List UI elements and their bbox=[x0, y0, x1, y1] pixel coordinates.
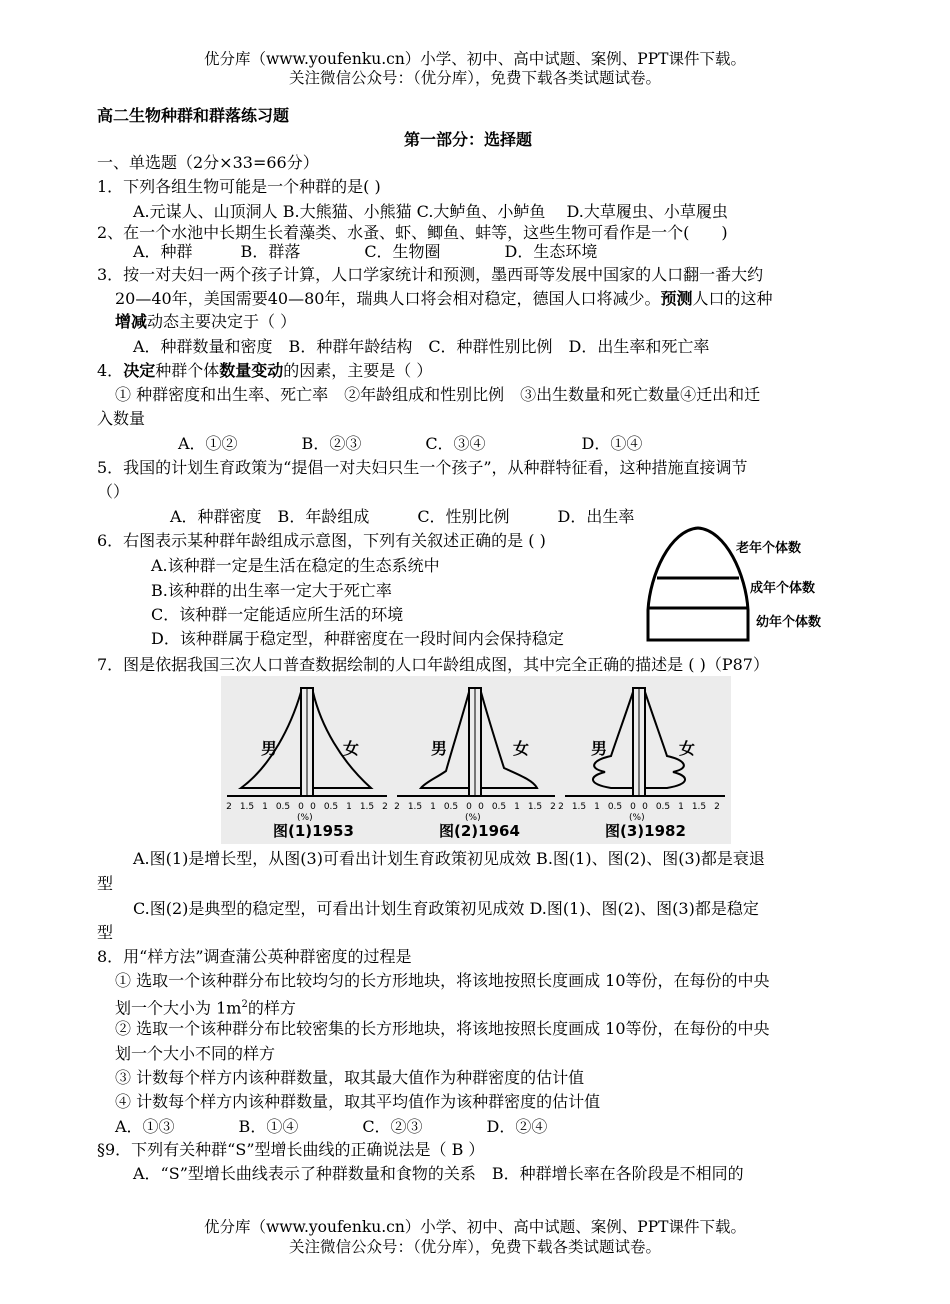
pyramid-1953-caption: 图(1)1953 bbox=[273, 822, 354, 840]
q8-stem: 8．用“样方法”调查蒲公英种群密度的过程是 bbox=[97, 947, 412, 966]
label-adult: 成年个体数 bbox=[750, 581, 816, 596]
q3-line-1: 3．按一对夫妇一两个孩子计算，人口学家统计和预测，墨西哥等发展中国家的人口翻一番大约 bbox=[97, 265, 764, 284]
axis-tick-2-8: 1.5 bbox=[691, 802, 707, 812]
q7-option-cd-cont: 型 bbox=[97, 923, 114, 942]
pyramid-1964-female-label: 女 bbox=[513, 739, 530, 758]
q3-line-2 bbox=[115, 288, 772, 310]
axis-tick-0-8: 1.5 bbox=[359, 802, 375, 812]
q5-options: A．种群密度 B．年龄组成 C．性别比例 D．出生率 bbox=[170, 507, 635, 526]
axis-tick-2-5: 0 bbox=[642, 802, 648, 812]
q5-stem: 5．我国的计划生育政策为“提倡一对夫妇只生一个孩子”，从种群特征看，这种措施直接调节 bbox=[97, 458, 748, 477]
q8-options: A．①③ B．①④ C．②③ D．②④ bbox=[115, 1117, 548, 1136]
q4-options: A．①② B．②③ C．③④ D．①④ bbox=[178, 434, 643, 453]
axis-tick-1-5: 0 bbox=[478, 802, 484, 812]
q3-line-3-b: 动态主要决定于（ ） bbox=[147, 312, 297, 331]
axis-tick-1-0: 2 bbox=[394, 802, 400, 812]
q8-item-1-cont-a: 划一个大小为 1m bbox=[115, 998, 242, 1018]
q3-line-3-a: 增减 bbox=[115, 312, 148, 331]
section-heading: 一、单选题（2分×33=66分） bbox=[97, 153, 319, 172]
pyramid-1964-unit: (%) bbox=[465, 813, 481, 823]
age-structure-figure bbox=[640, 520, 840, 645]
q6-stem: 6．右图表示某种群年龄组成示意图，下列有关叙述正确的是 ( ) bbox=[97, 531, 546, 550]
q5-stem-2: （） bbox=[97, 482, 130, 501]
axis-tick-1-4: 0 bbox=[466, 802, 472, 812]
doc-title: 高二生物种群和群落练习题 bbox=[97, 106, 290, 125]
q8-item-3: ③ 计数每个样方内该种群数量，取其最大值作为种群密度的估计值 bbox=[115, 1068, 585, 1087]
pyramid-1982-unit: (%) bbox=[629, 813, 645, 823]
axis-tick-1-7: 1 bbox=[514, 802, 520, 812]
axis-tick-2-2: 1 bbox=[594, 802, 600, 812]
axis-tick-0-1: 1.5 bbox=[239, 802, 255, 812]
q4-stem-d: 数量变动 bbox=[219, 361, 284, 380]
q1-options: A.元谋人、山顶洞人 B.大熊猫、小熊猫 C.大鲈鱼、小鲈鱼 D.大草履虫、小草履虫 bbox=[133, 202, 728, 221]
pyramid-1953-female-label: 女 bbox=[343, 739, 360, 758]
footer-line-2: 关注微信公众号：（优分库），免费下载各类试题试卷。 bbox=[288, 1238, 661, 1256]
axis-tick-2-7: 1 bbox=[678, 802, 684, 812]
axis-tick-2-4: 0 bbox=[630, 802, 636, 812]
axis-tick-2-3: 0.5 bbox=[607, 802, 623, 812]
q1-stem: 1．下列各组生物可能是一个种群的是( ) bbox=[97, 177, 381, 196]
q7-option-cd: C.图(2)是典型的稳定型，可看出计划生育政策初见成效 D.图(1)、图(2)、图(3)都是稳定 bbox=[133, 899, 759, 918]
q8-item-1-cont-c: 的样方 bbox=[247, 998, 296, 1018]
label-young: 幼年个体数 bbox=[756, 615, 822, 630]
q6-option-d: D．该种群属于稳定型，种群密度在一段时间内会保持稳定 bbox=[151, 629, 564, 648]
pyramid-1953-unit: (%) bbox=[297, 813, 313, 823]
q8-item-1: ① 选取一个该种群分布比较均匀的长方形地块，将该地按照长度画成 10等份，在每份的中央 bbox=[115, 971, 770, 990]
axis-tick-2-6: 0.5 bbox=[655, 802, 671, 812]
axis-tick-1-8: 1.5 bbox=[527, 802, 543, 812]
q6-option-b: B.该种群的出生率一定大于死亡率 bbox=[151, 581, 392, 600]
q2-options: A．种群 B．群落 C．生物圈 D．生态环境 bbox=[133, 242, 598, 261]
q4-stem-c: 种群个体 bbox=[155, 361, 220, 380]
q8-item-2-cont: 划一个大小不同的样方 bbox=[115, 1044, 276, 1063]
label-old: 老年个体数 bbox=[736, 541, 802, 556]
q7-stem: 7．图是依据我国三次人口普查数据绘制的人口年龄组成图，其中完全正确的描述是 ( )（P87） bbox=[97, 655, 769, 674]
q4-stem-e: 的因素，主要是（ ） bbox=[283, 361, 433, 380]
q8-item-2: ② 选取一个该种群分布比较密集的长方形地块，将该地按照长度画成 10等份，在每份的中央 bbox=[115, 1019, 770, 1038]
axis-tick-0-5: 0 bbox=[310, 802, 316, 812]
q3-options: A．种群数量和密度 B．种群年龄结构 C．种群性别比例 D．出生率和死亡率 bbox=[133, 337, 710, 356]
pyramid-1982-male-label: 男 bbox=[591, 739, 608, 758]
axis-tick-0-7: 1 bbox=[346, 802, 352, 812]
population-pyramids-figure bbox=[221, 676, 731, 844]
q8-item-1-cont-sup: 2 bbox=[241, 999, 248, 1010]
axis-tick-0-0: 2 bbox=[226, 802, 232, 812]
axis-tick-2-9: 2 bbox=[714, 802, 720, 812]
q4-stem bbox=[97, 360, 432, 382]
axis-tick-1-1: 1.5 bbox=[407, 802, 423, 812]
q7-option-ab-cont: 型 bbox=[97, 874, 114, 893]
age-pyramid-outline bbox=[648, 528, 748, 640]
footer-line-1: 优分库（www.youfenku.cn）小学、初中、高中试题、案例、PPT课件下载。 bbox=[203, 1218, 747, 1236]
axis-tick-2-1: 1.5 bbox=[571, 802, 587, 812]
axis-tick-0-9: 2 bbox=[382, 802, 388, 812]
axis-tick-0-6: 0.5 bbox=[323, 802, 339, 812]
q4-stem-a: 4． bbox=[97, 361, 124, 380]
q4-stem-b: 决定 bbox=[123, 361, 156, 380]
q6-option-a: A.该种群一定是生活在稳定的生态系统中 bbox=[151, 556, 440, 575]
axis-tick-1-2: 1 bbox=[430, 802, 436, 812]
pyramid-1953-male-label: 男 bbox=[261, 739, 278, 758]
q3-line-2-a: 20—40年，美国需要40—80年，瑞典人口将会相对稳定，德国人口将减少。 bbox=[115, 289, 661, 308]
axis-tick-1-6: 0.5 bbox=[491, 802, 507, 812]
axis-tick-0-2: 1 bbox=[262, 802, 268, 812]
header-line-2: 关注微信公众号：（优分库），免费下载各类试题试卷。 bbox=[288, 69, 661, 87]
q4-items: ① 种群密度和出生率、死亡率 ②年龄组成和性别比例 ③出生数量和死亡数量④迁出和迁 bbox=[115, 385, 761, 404]
q8-item-4: ④ 计数每个样方内该种群数量，取其平均值作为该种群密度的估计值 bbox=[115, 1092, 601, 1111]
q9-options: A．“S”型增长曲线表示了种群数量和食物的关系 B．种群增长率在各阶段是不相同的 bbox=[133, 1164, 744, 1183]
q8-item-1-cont bbox=[115, 994, 296, 1019]
pyramid-1982-caption: 图(3)1982 bbox=[605, 822, 686, 840]
pyramid-1964-caption: 图(2)1964 bbox=[439, 822, 520, 840]
axis-tick-1-9: 2 bbox=[550, 802, 556, 812]
q4-items-2: 入数量 bbox=[97, 409, 146, 428]
pyramid-1982-female-label: 女 bbox=[679, 739, 696, 758]
axis-tick-1-3: 0.5 bbox=[443, 802, 459, 812]
pyramid-1964-male-label: 男 bbox=[431, 739, 448, 758]
q7-option-ab: A.图(1)是增长型，从图(3)可看出计划生育政策初见成效 B.图(1)、图(2)、图(3)都是衰退 bbox=[133, 849, 765, 868]
q6-option-c: C．该种群一定能适应所生活的环境 bbox=[151, 605, 404, 624]
q3-line-2-b: 预测 bbox=[660, 289, 693, 308]
axis-tick-2-0: 2 bbox=[558, 802, 564, 812]
q3-line-2-c: 人口的这种 bbox=[692, 289, 773, 308]
header-line-1: 优分库（www.youfenku.cn）小学、初中、高中试题、案例、PPT课件下载。 bbox=[203, 50, 747, 68]
axis-tick-0-3: 0.5 bbox=[275, 802, 291, 812]
q2-stem: 2、在一个水池中长期生长着藻类、水蚤、虾、鲫鱼、蚌等，这些生物可看作是一个( ) bbox=[97, 223, 728, 242]
axis-tick-0-4: 0 bbox=[298, 802, 304, 812]
q3-line-3 bbox=[115, 311, 296, 333]
q9-stem: §9．下列有关种群“S”型增长曲线的正确说法是（ B ） bbox=[97, 1140, 485, 1159]
part-title: 第一部分：选择题 bbox=[404, 130, 533, 149]
